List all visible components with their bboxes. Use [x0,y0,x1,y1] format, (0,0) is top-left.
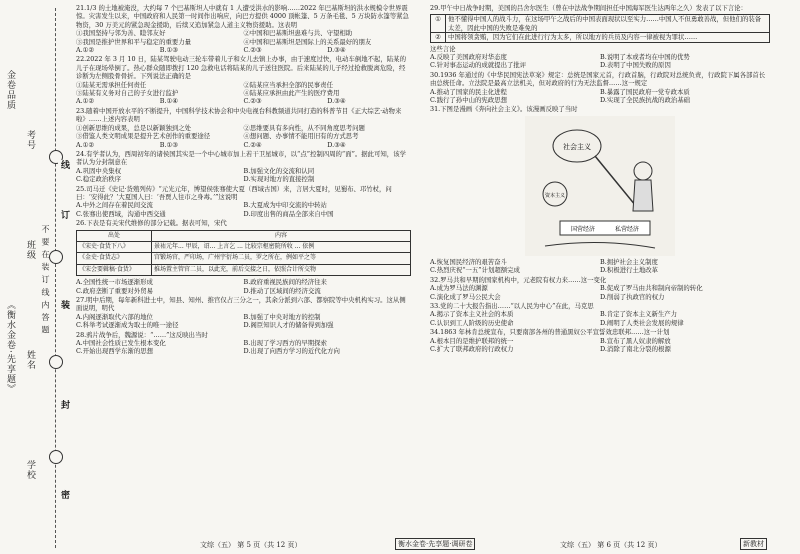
answer-option: B.加强了中央对地方的控制 [243,312,321,321]
figure-body [633,180,653,211]
answer-option: C.张骞出使西域，沟通中西交通 [76,209,166,218]
answer-option: D.表明了中国失败的原因 [600,61,671,70]
table-cell: 宫锻场官，严印场，广州宇衍场二员，罗之所在，例如平之等 [152,253,411,264]
question-stem: 21.1/3 的土地被淹没，大约每 7 个巴基斯坦人中就有 1 人遭受洪水的影响……2022 年巴基斯坦的洪水规模令世界震惊。灾害发生以来，中国政府和人民第一时间作出响应，向巴方提供 4000 顶帐篷、5 万条毛毯、5 万块防水篷等紧急物资，30 万美元的紧急现金援助，后续又追加紧急人道主义物资援助。这表明 [76,4,409,29]
question-stem: 24.有学者认为，西周初年的诸侯国其实是一个中心城市加上若干卫星城市，以“点”控制四周的“面”。据此可知，该学者认为分封制意在 [76,149,406,167]
question-stem: 34.1863 年林肯总统宣布，只要南部各州的普通黑奴公平宣誓效忠联邦……这一计划 [430,328,670,337]
answer-option: A.中国社会性质已发生根本变化 [76,339,166,348]
field-number: 考号 [25,130,35,150]
left-column [76,4,411,357]
table-header: 出处 [77,230,152,241]
seal-char: 订 [59,210,69,219]
statement: ③我国是推护世界和平与稳定的重要力量 [76,37,192,46]
question [76,331,411,356]
statement: ③陆某有义务对自己的子女进行监护 [76,89,179,98]
answer-option: B.宣布了黑人奴隶的解放 [600,336,671,345]
question [430,4,770,70]
answer-option: A.中外之间存在着民间交流 [76,201,153,210]
question [76,219,411,295]
binding-circle [49,355,63,369]
quote-number: ① [431,15,446,32]
answer-option: B.暴露了国民政府一党专政本质 [600,87,690,96]
field-name: 姓名 [25,350,35,370]
footer-page-right: 文综（五） 第 6 页（共 12 页） [560,541,662,549]
question [430,276,770,301]
question-stem: 30.1936 年通过的《中华民国宪法草案》规定：总统是国家元首，行政首脑，行政院对总统负责，行政院下属各部首长由总统任命。立法院是最高立法机关，但对政府的行为无法监督……这一规定 [430,70,766,88]
table-row [77,253,411,264]
statement: ①创新思维的成果，总是以新颖独到之处 [76,123,192,132]
table-cell: 景祐元年... 甲辰，诏... 上言乞 ... 比较宗枢密院所收 ... 依例 [152,241,411,252]
binding-warning: 不 要 在 装 订 线 内 答 题 [41,225,50,335]
binding-line [55,8,56,548]
answer-option: C.②③ [243,97,262,106]
question [430,302,770,327]
answer-option: D.③④ [327,46,346,55]
question [76,55,411,105]
answer-option: B.大夏成为中印交流的中转站 [243,201,327,210]
question-stem: 23.随着中国开放水平的不断提升，中国科学技术协会和中央电视台科教频道共同打造的科普节目《正大综艺·动物来啦》……上述内容表明 [76,106,402,124]
statement: ②陆某应当承担全部的民事责任 [243,80,333,89]
brand-label: 金卷品质 [5,70,15,110]
seal-char: 封 [59,400,69,409]
table-row [77,241,411,252]
answer-option: C.热烈庆祝“一五”计划超额完成 [430,266,520,275]
table-cell: 《金史·食货志》 [77,253,152,264]
answer-option: A.①② [76,140,95,149]
table-row [77,264,411,275]
answer-option: D.实现了全民族抗战的政治基础 [600,96,691,105]
answer-option: B.①④ [159,97,178,106]
question [76,107,411,149]
statement: ①陆某无需承担任何责任 [76,80,147,89]
answer-option: B.促成了罗马由共和制向帝制的转化 [600,284,703,293]
answer-option: D.消除了南北分裂的根源 [600,344,671,353]
answer-option: D.阁臣知识人才的储备得到加强 [243,321,334,330]
question [76,185,411,219]
question-stem: 33.党的二十大报告指出……“以人民为中心”在此，马克思 [430,301,594,310]
answer-option: B.肯定了资本主义新生产力 [600,310,678,319]
cartoon-label: 私营经济 [614,225,640,233]
answer-option: D.③④ [327,140,346,149]
quote-text: 中国将领贪贿，因为它们在此进行行为太多，所以地方的兵员及内容一律被视为罪状…… [448,33,698,42]
answer-option: D.推动了区域间的经济交流 [243,286,321,295]
question-lead: 这些言论 [430,44,456,53]
right-column [430,4,770,354]
answer-option: C.科举考试逐渐成为取士的唯一途径 [76,321,179,330]
question [430,105,770,274]
statement: ③借鉴人类文明成果是提升艺术创作的重要途径 [76,132,211,141]
statement: ④陆某应承担由此产生的医疗费用 [243,89,340,98]
answer-option: D.③④ [327,97,346,106]
footer-page-left: 文综（五） 第 5 页（共 12 页） [200,541,302,549]
answer-option: C.开始出现西学东渐的思想 [76,347,153,356]
answer-option: C.践行了孙中山的宪政思想 [430,96,507,105]
question [76,296,411,330]
answer-option: A.全国性统一市场逐渐形成 [76,278,153,287]
answer-option: C.针对事态运动的成就提出了批评 [430,61,527,70]
answer-option: A.①② [76,97,95,106]
binding-circle [49,250,63,264]
answer-option: B.①③ [159,140,178,149]
question-stem: 28.鸦片战争后，魏源说：“……”这反映出当时 [76,330,208,339]
answer-option: D.印度出售的商品全部来自中国 [243,209,334,218]
answer-option: A.巩固中央集权 [76,166,121,175]
question-stem: 31.下图是漫画《奔向社会主义》。该漫画反映了当时 [430,105,578,114]
table-header: 内容 [152,230,411,241]
question-stem: 27.明中后期，每年新科进士中，知县、知州、推官仅占三分之一，其余分派到六部、都察院等中央机构实习。这从侧面说明，明代 [76,296,406,313]
seal-char: 密 [59,490,69,499]
statement: ②思维要具有多向性，从不同角度思考问题 [243,123,365,132]
answer-option: A.恢复国民经济的艰苦奋斗 [430,257,507,266]
seal-char: 线 [59,160,69,169]
binding-margin [0,0,68,554]
question [430,328,770,353]
question [430,71,770,105]
answer-option: B.拥护社会主义制度 [600,257,658,266]
quote-text: 他不懂得中国人的战斗力，在这场甲午之战后的中国表面现状以至实力……中国人不但勇敢善战，但他们的装备太差，因此中国的失败是难免的 [448,15,762,32]
answer-option: D.实现对地方的直接控制 [243,175,315,184]
statement: ①我国坚持与邻为善、睦邻友好 [76,29,166,38]
answer-option: B.①③ [159,46,178,55]
question [76,4,411,54]
cartoon-label: 国营经济 [570,225,596,233]
seal-char: 装 [59,300,69,309]
cartoon-label: 社会主义 [563,142,591,151]
quote-number: ② [431,33,446,41]
footer-center-label: 衡水金卷·先享题·调研卷 [395,538,475,550]
answer-option: C.稳定政治秩序 [76,175,122,184]
table-cell: 《宋史·食货下八》 [77,241,152,252]
answer-option: C.扩大了联邦政府的行政权力 [430,344,514,353]
answer-option: B.说明了本或者均在中国的优势 [600,53,690,62]
question [76,150,411,184]
answer-option: D.积极进行土地改革 [600,266,659,275]
series-label: 《衡水金卷·先享题》 [5,300,15,394]
table-cell: 《宋会要辑稿·食货》 [77,264,152,275]
question-stem: 26.下表是有关宋代维修的部分记载。据表可知，宋代 [76,219,227,228]
binding-circle [49,450,63,464]
answer-option: B.加强文化的交流和认同 [243,166,315,175]
field-class: 班级 [25,240,35,260]
answer-option: D.出现了向西方学习的近代化方向 [243,347,340,356]
statement: ④中国和巴基斯坦是国际上的关系最好的朋友 [243,37,372,46]
answer-option: A.反映了美国政府对华态度 [430,53,507,62]
field-school: 学校 [25,460,35,480]
question-stem: 25.司马迁《史记·货殖列传》“元光元年，博望侯张骞使大夏（西域古国）来，言居大夏时，见蜀布、邛竹杖，问曰：‘安得此？’大夏国人曰：‘吾贾人往市之身毒。’”这说明 [76,184,392,201]
footer-tag: 新教材 [740,538,767,550]
table-cell: 推场置主管官二员，以此充，前后交接之日，依照合计所交物 [152,264,411,275]
answer-option: A.揭示了资本主义社会的本质 [430,310,514,319]
answer-option: A.内阁逐渐取代六部的地位 [76,312,153,321]
answer-option: B.出现了学习西方的早期探索 [243,339,327,348]
answer-option: D.阐明了人类社会发展的规律 [600,318,684,327]
quote-box [430,14,770,42]
answer-option: A.①② [76,46,95,55]
answer-option: C.②③ [243,46,262,55]
answer-option: B.政府重视民族间的经济往来 [243,278,327,287]
answer-option: A.推动了国家的民主化进程 [430,87,507,96]
statement: ④想问题、办事情不能用旧有的方式思考 [243,132,359,141]
answer-option: D.削弱了执政官的权力 [600,292,665,301]
answer-option: C.演化成了罗马公民大会 [430,292,501,301]
statement: ②中国和巴基斯坦患难与共、守望相助 [243,29,353,38]
answer-option: A.成为罗马法的渊源 [430,284,488,293]
cartoon-illustration [525,116,675,256]
answer-option: C.政府垄断了重要对外贸易 [76,286,153,295]
answer-option: A.根本目的是维护联邦的统一 [430,336,514,345]
question-stem: 22.2022 年 3 月 10 日，陆某驾驶电动三轮车带着儿子和女儿去镇上办事，由于速度过快，电动车倒地不起，陆某的儿子在现场晕倒了。热心群众随即拨打 120 急救电话将陆某的儿子送往医院。后来陆某的儿子经过抢救脱离危险，经诊断为左侧股骨骨折。下列说法正确的是 [76,55,406,81]
source-table [76,230,411,277]
question-stem: 29.甲午中日战争时期，美国的吕舍尔医生（曾在中法战争期间担任中国海军医生达两年之久）发表了以下言论： [430,4,747,12]
cartoon-label: 资本主义 [544,192,566,199]
question-stem: 32.罗马共和早期的国家机构中，元老院有权力来……这一变化 [430,275,607,284]
answer-option: C.②④ [243,140,262,149]
answer-option: C.认识到工人阶级的历史使命 [430,318,514,327]
